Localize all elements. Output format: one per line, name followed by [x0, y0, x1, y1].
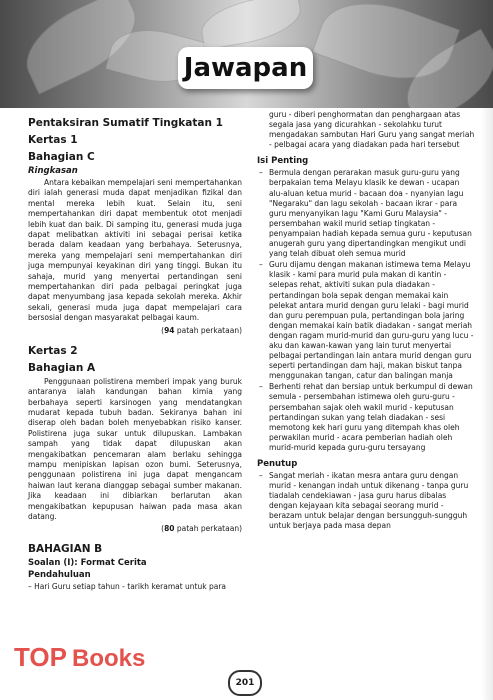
page-title: Jawapan — [178, 47, 313, 89]
list-item: – Berhenti rehat dan bersiap untuk berkumpul di dewan semula - persembahan istimewa oleh guru-guru - persembahan sajak oleh wakil murid - keputusan pertandingan sukan yang telah diadakan - sesi memotong kek hari guru yang ditempah khas oleh perwakilan murid - acara pemberian hadiah oleh murid-murid kepada guru-guru tersayang — [257, 382, 475, 453]
penutup-heading: Penutup — [257, 459, 298, 469]
page-edge-shadow — [481, 108, 493, 700]
isi-penting-heading: Isi Penting — [257, 156, 309, 167]
ringkasan-count-text: patah perkataan) — [174, 325, 242, 335]
bahagian-a-word-count: (80 patah perkataan) — [161, 524, 242, 534]
leaf-decoration — [197, 0, 305, 51]
list-item: – Bermula dengan perarakan masuk guru-guru yang berpakaian tema Melayu klasik ke dewan - ucapan alu-aluan ketua murid - bacaan doa - nyanyian lagu "Negaraku" dan lagu sekolah - bacaan ikrar - para guru menyanyikan lagu "Kami Guru Malaysia" - persembahan wakil murid setiap tingkatan - penyampaian hadiah kepada semua guru - keputusan anugerah guru yang dipertandingkan mengikut undi yang telah dibuat oleh semua murid — [257, 168, 475, 259]
ringkasan-word-count: (94 patah perkataan) — [161, 325, 242, 335]
bahagian-b-heading: BAHAGIAN B — [28, 543, 103, 556]
isi-penting-list — [257, 168, 475, 453]
bahagian-a-count-number: 80 — [164, 524, 175, 534]
page-header-banner — [0, 0, 493, 108]
svg-text:Books: Books — [72, 645, 146, 672]
kertas2-heading: Kertas 2 — [28, 344, 78, 357]
pendahuluan-continuation: guru - diberi penghormatan dan penghargaan atas segala jasa yang dicurahkan - sekolahku turut mengadakan sambutan Hari Guru yang sangat meriah - pelbagai acara yang diadakan pada hari tersebut — [269, 110, 475, 150]
bahagian-a-heading: Bahagian A — [28, 361, 96, 374]
penutup-list — [257, 471, 475, 532]
bahagian-a-count-text: patah perkataan) — [174, 524, 242, 534]
svg-text:TOP: TOP — [14, 642, 67, 672]
bahagian-c-heading: Bahagian C — [28, 151, 95, 163]
bahagian-a-paragraph: Penggunaan polistirena memberi impak yang buruk antaranya ialah kandungan bahan kimia yang berbahaya seperti karsinogen yang mendatangkan mudarat kepada tubuh badan. Sekiranya bahan ini diserap oleh badan boleh menyebabkan risiko kanser. Polistirena juga sukar untuk dilupuskan. Lambakan sampah yang tidak dapat dilupuskan akan mengakibatkan pencemaran alam berlaku sehingga mampu menipiskan lapisan ozon bumi. Seterusnya, penggunaan polistirena ini juga dapat mengancam haiwan laut kerana dianggap sebagai sumber makanan. Jika keadaan ini dibiarkan berlarutan akan mengakibatkan kepupusan haiwan pada masa akan datang. — [28, 376, 242, 521]
kertas1-heading: Kertas 1 — [28, 134, 78, 146]
pendahuluan-heading: Pendahuluan — [28, 570, 91, 581]
right-column — [257, 110, 475, 533]
ringkasan-paragraph: Antara kebaikan mempelajari seni mempertahankan diri ialah generasi muda dapat menjadikan fizikal dan mental mereka lebih kuat. Selain itu, seni mempertahankan diri dapat membentuk otot menjadi lebih kuat dan baik. Di samping itu, generasi muda juga dapat melibatkan aktiviti ini sebagai perisai ketika berada dalam keadaan yang berbahaya. Seterusnya, mereka yang mempelajari seni mempertahankan diri juga mempunyai keyakinan diri yang tinggi. Bukan itu sahaja, murid yang menyertai pertandingan seni mempertahankan diri pada pelbagai peringkat juga dapat menyumbang jasa kepada sekolah mereka. Akhir sekali, generasi muda juga dapat mempelajari cara bersosial dengan masyarakat pelbagai kaum. — [28, 178, 242, 323]
soalan-heading: Soalan (I): Format Cerita — [28, 558, 147, 569]
ringkasan-label: Ringkasan — [28, 166, 78, 176]
left-column — [28, 112, 242, 593]
pendahuluan-text: – Hari Guru setiap tahun - tarikh keramat untuk para — [28, 582, 227, 592]
list-item: – Guru dijamu dengan makanan istimewa tema Melayu klasik - kami para murid pula makan di kantin - selepas rehat, aktiviti sukan pula diadakan - pertandingan bola sepak dengan memakai kain pelekat antara murid dengan guru lelaki - bagi murid dan guru perempuan pula, pertandingan bola jaring dengan memakai kain batik diadakan - sangat meriah dengan ragam murid-murid dan guru-guru yang lucu - aku dan kawan-kawan yang lain turut menyertai pelbagai pertandingan lain antara murid dengan guru seperti pertandingan dam haji, makan biskut tanpa menggunakan tangan, catur dan balingan manja — [257, 260, 475, 381]
page-number: 201 — [228, 670, 262, 696]
section-title: Pentaksiran Sumatif Tingkatan 1 — [28, 117, 223, 129]
topbooks-watermark-logo — [8, 624, 148, 694]
ringkasan-count-number: 94 — [164, 325, 175, 335]
list-item: – Sangat meriah - ikatan mesra antara guru dengan murid - kenangan indah untuk dikenang - tanpa guru tiadalah cendekiawan - jasa guru harus dibalas dengan kejayaan kita sebagai seorang murid - berazam untuk belajar dengan bersungguh-sungguh untuk berjaya pada masa depan — [257, 471, 475, 532]
